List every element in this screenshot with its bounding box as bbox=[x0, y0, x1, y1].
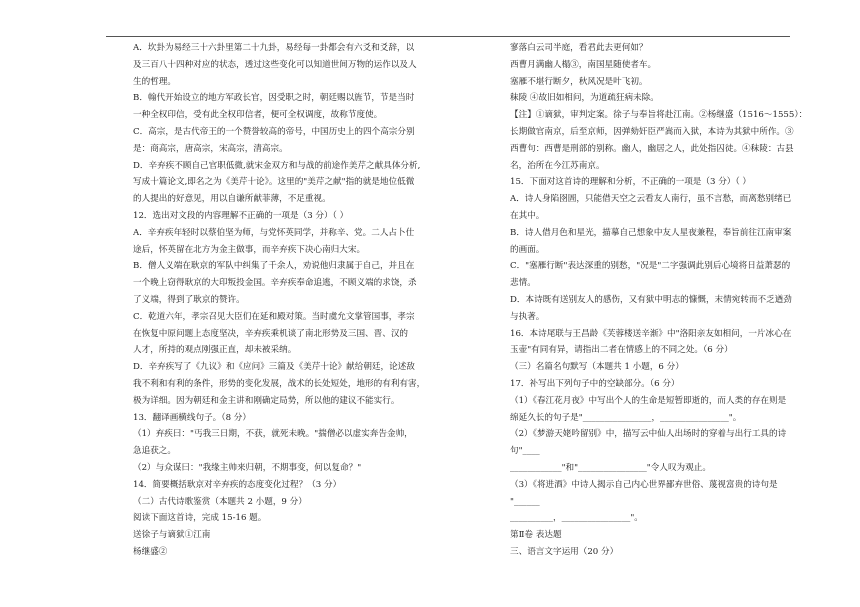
left-column-line: 是：商高宗，唐高宗，宋高宗，清高宗。 bbox=[133, 143, 288, 154]
left-column-line: D．辛弃疾写了《九议》和《应问》三篇及《美芹十论》献给朝廷，论述敌 bbox=[133, 362, 415, 373]
right-column-line: （1）《春江花月夜》中写出个人的生命是短暂即逝的，而人类的存在则是 bbox=[510, 395, 787, 406]
left-column-line: B．翰代开始设立的地方军政长官，因受职之时，朝廷赐以旌节，节是当时 bbox=[133, 93, 415, 104]
right-column-line: （三）名篇名句默写（本题共 1 小题，6 分） bbox=[510, 362, 684, 373]
left-column-line: （2）与众谋曰："我缘主帅来归朝，不期事变，何以复命？" bbox=[133, 462, 362, 473]
right-column-line: 绵延久长的句子是"________________，________________"。 bbox=[510, 412, 742, 423]
left-column-line: （二）古代诗歌鉴赏（本题共 2 小题，9 分） bbox=[133, 496, 307, 507]
right-column-line: 玉壶"有同有异，请指出二者在情感上的不同之处。（6 分） bbox=[510, 345, 733, 356]
right-column-line: 悲情。 bbox=[510, 278, 536, 289]
right-column-line: （3）《将进酒》中诗人揭示自己内心世界鄙弃世俗、蔑视富贵的诗句是 bbox=[510, 479, 778, 490]
right-column-line: 【注】①谪狱，审判定案。徐子与奉旨将赴江南。②杨继盛（1516～1555）： bbox=[510, 110, 808, 121]
left-column-line: 了义端，得到了耿京的赞许。 bbox=[133, 294, 245, 305]
right-column-line: 15．下面对这首诗的理解和分析，不正确的一项是（3 分）（ ） bbox=[510, 177, 752, 188]
right-column-line: 名，治所在今江苏南京。 bbox=[510, 160, 605, 171]
right-column-line: __________，________________"。 bbox=[510, 513, 643, 524]
left-column-line: C．高宗，是古代帝王的一个赞誉较高的帝号，中国历史上的四个高宗分别 bbox=[133, 126, 415, 137]
right-column-line: 西曹月满幽人榻③，南国星随使者车。 bbox=[510, 59, 657, 70]
left-column-line: 极为详细。因为朝廷和金主讲和刚确定局势，所以他的建议不能实行。 bbox=[133, 395, 400, 406]
right-column-line: 长期做官南京，后至京师，因弹劾奸臣严嵩而入狱，本诗为其狱中所作。③ bbox=[510, 126, 794, 137]
left-column-line: A．坎卦为易经三十六卦里第二十九卦，易经每一卦都会有六爻和爻辞，以 bbox=[133, 43, 415, 53]
right-column-line: 17．补写出下列句子中的空缺部分。（6 分） bbox=[510, 378, 680, 389]
right-column-line: 在其中。 bbox=[510, 210, 545, 221]
left-column-line: 在恢复中原问题上态度坚决，辛弃疾乘机谈了南北形势及三国、晋、汉的 bbox=[133, 328, 409, 339]
left-column-line: 写成十篇论文,即名之为《美芹十论》。这里的"美芹之献"指的就是地位低微 bbox=[133, 177, 415, 188]
right-column-line: 寥落白云司半庭，看君此去更何如？ bbox=[510, 43, 648, 53]
left-column-line: 一种全权印信，受有此全权印信者，便可全权调度，故称节度使。 bbox=[133, 110, 383, 121]
left-column-line: 及三百八十四种对应的状态，透过这些变化可以知道世间万物的运作以及人 bbox=[133, 59, 417, 70]
left-column-line: 杨继盛② bbox=[133, 546, 168, 557]
right-column-line: 三、语言文字运用（20 分） bbox=[510, 546, 619, 557]
right-column-line: 的画面。 bbox=[510, 244, 545, 255]
left-column-line: 我不利和有利的条件，形势的变化发展，战术的长处短处，地形的有利有害， bbox=[133, 378, 426, 389]
left-column-line: 一个晚上窃得耿京的大印叛投金国。辛弃疾奉命追逃，不顾义端的求饶，杀 bbox=[133, 278, 417, 289]
right-column-line: 句"____ bbox=[510, 446, 540, 457]
left-column-line: 人才，所持的观点刚强正直，却未被采纳。 bbox=[133, 345, 297, 356]
left-column-line: 阅读下面这首诗，完成 15-16 题。 bbox=[133, 513, 267, 524]
left-column-line: C．乾道六年，孝宗召见大臣们在延和殿对策。当时虞允文掌管国事，孝宗 bbox=[133, 311, 415, 322]
right-column-line: 与执著。 bbox=[510, 311, 545, 322]
right-column-line: （2）《梦游天姥吟留别》中，描写云中仙人出场时的穿着与出行工具的诗 bbox=[510, 429, 787, 440]
left-column-line: 13．翻译画横线句子。（8 分） bbox=[133, 412, 251, 423]
right-column-line: "______ bbox=[510, 496, 540, 507]
right-column-line: D．本诗既有送别友人的感伤，又有狱中明志的慷慨，末情宛转而不乏遒劲 bbox=[510, 294, 792, 305]
left-column-line: 急追获之。 bbox=[133, 446, 176, 457]
right-column-line: 秣陵 ④故旧如相问，为道疏狂病未除。 bbox=[510, 93, 659, 104]
right-column-line: 第Ⅱ卷 表达题 bbox=[510, 530, 562, 541]
header-rule bbox=[106, 36, 790, 37]
left-column-line: 12．选出对文段的内容理解不正确的一项是（3 分）（ ） bbox=[133, 210, 349, 221]
left-column-line: A．辛弃疾年轻时以蔡伯坚为师，与党怀英同学，并称辛、党。二人占卜仕 bbox=[133, 227, 415, 238]
left-column-line: D．辛弃疾不顾自己官职低微,就宋金双方和与战的前途作美芹之献具体分析, bbox=[133, 160, 421, 171]
right-column-line: 西曹句：西曹是刑部的别称。幽人，幽居之人，此处指囚徒。④秣陵：古县 bbox=[510, 143, 794, 154]
right-column-line: ____________"和"________________"令人叹为观止。 bbox=[510, 462, 711, 473]
left-column-line: 14．简要概括耿京对辛弃疾的态度变化过程？（3 分） bbox=[133, 479, 342, 490]
right-column-line: C．"塞雁行断"表达深重的别愁，"况是"二字强调此别后心境将日益萧瑟的 bbox=[510, 261, 791, 272]
right-column-line: 塞雁不堪行断夕，秋风况是叶飞初。 bbox=[510, 76, 648, 87]
left-column-line: 生的哲理。 bbox=[133, 76, 176, 87]
left-column-line: 送徐子与谪狱①江南 bbox=[133, 530, 211, 541]
right-column-line: A．诗人身陷囹圄，只能借天空之云看友人南行，虽不言愁，而离愁别绪已 bbox=[510, 194, 792, 205]
left-column bbox=[133, 40, 449, 561]
left-column-line: B．僧人义端在耿京的军队中纠集了千余人，劝说他归隶属于自己，并且在 bbox=[133, 261, 415, 272]
right-column-line: 16．本诗尾联与王昌龄《芙蓉楼送辛渐》中"洛阳亲友如相问，一片冰心在 bbox=[510, 328, 792, 339]
right-column bbox=[510, 40, 810, 561]
right-column-line: B．诗人借月色和星光，描摹自己想象中友人星夜兼程，奉旨前往江南审案 bbox=[510, 227, 792, 238]
left-column-line: （1）弃疾曰："丐我三日期，不获，就死未晚。"揣僧必以虚实奔告金帅， bbox=[133, 429, 413, 440]
left-column-line: 途后，怀英留在北方为金主做事，而辛弃疾下决心南归大宋。 bbox=[133, 244, 366, 255]
left-column-line: 的人提出的好意见，用以自谦所献菲薄，不足重视。 bbox=[133, 194, 331, 205]
